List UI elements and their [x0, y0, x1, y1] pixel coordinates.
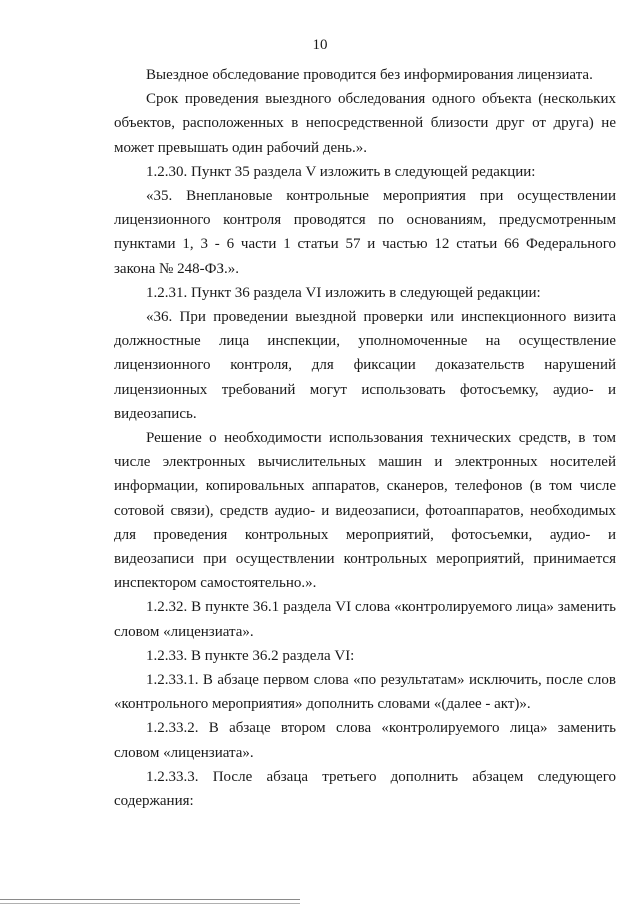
footer-divider — [0, 899, 300, 900]
paragraph-inspection-duration: Срок проведения выездного обследования одного объекта (нескольких объектов, расположенных в непосредственной близости друг от друга) не может превышать один рабочий день.». — [114, 91, 616, 156]
document-body — [114, 63, 616, 813]
paragraph-point-35: «35. Внеплановые контрольные мероприятия при осуществлении лицензионного контроля проводятся по основаниям, предусмотренным пунктами 1, 3 - 6 части 1 статьи 57 и частью 12 статьи 66 Федерального закона № 248-ФЗ.». — [114, 188, 616, 277]
paragraph-technical-means: Решение о необходимости использования технических средств, в том числе электронных вычислительных машин и электронных носителей информации, копировальных аппаратов, сканеров, телефонов (в том числе сотовой связи), средств аудио- и видеозаписи, фотоаппаратов, необходимых для проведения контрольных мероприятий, фотосъемки, аудио- и видеозаписи при осуществлении контрольных мероприятий, принимается инспектором самостоятельно.». — [114, 430, 616, 592]
paragraph-1-2-33-3: 1.2.33.3. После абзаца третьего дополнить абзацем следующего содержания: — [114, 768, 616, 810]
footer-divider-secondary — [0, 903, 300, 904]
paragraph-inspection-no-notice: Выездное обследование проводится без информирования лицензиата. — [146, 67, 593, 83]
paragraph-1-2-31: 1.2.31. Пункт 36 раздела VI изложить в следующей редакции: — [146, 284, 541, 301]
paragraph-point-36: «36. При проведении выездной проверки или инспекционного визита должностные лица инспекции, уполномоченные на осуществление лицензионного контроля, для фиксации доказательств нарушений лицензионных требований могут использовать фотосъемку, аудио- и видеозапись. — [114, 309, 616, 422]
paragraph-1-2-30: 1.2.30. Пункт 35 раздела V изложить в следующей редакции: — [146, 163, 536, 180]
paragraph-1-2-32: 1.2.32. В пункте 36.1 раздела VI слова «контролируемого лица» заменить словом «лицензиата». — [114, 599, 616, 640]
paragraph-1-2-33-2: 1.2.33.2. В абзаце втором слова «контролируемого лица» заменить словом «лицензиата». — [114, 720, 616, 761]
paragraph-1-2-33: 1.2.33. В пункте 36.2 раздела VI: — [146, 647, 355, 664]
paragraph-1-2-33-1: 1.2.33.1. В абзаце первом слова «по результатам» исключить, после слов «контрольного мероприятия» дополнить словами «(далее - акт)». — [114, 672, 616, 713]
page-number: 10 — [312, 37, 328, 53]
